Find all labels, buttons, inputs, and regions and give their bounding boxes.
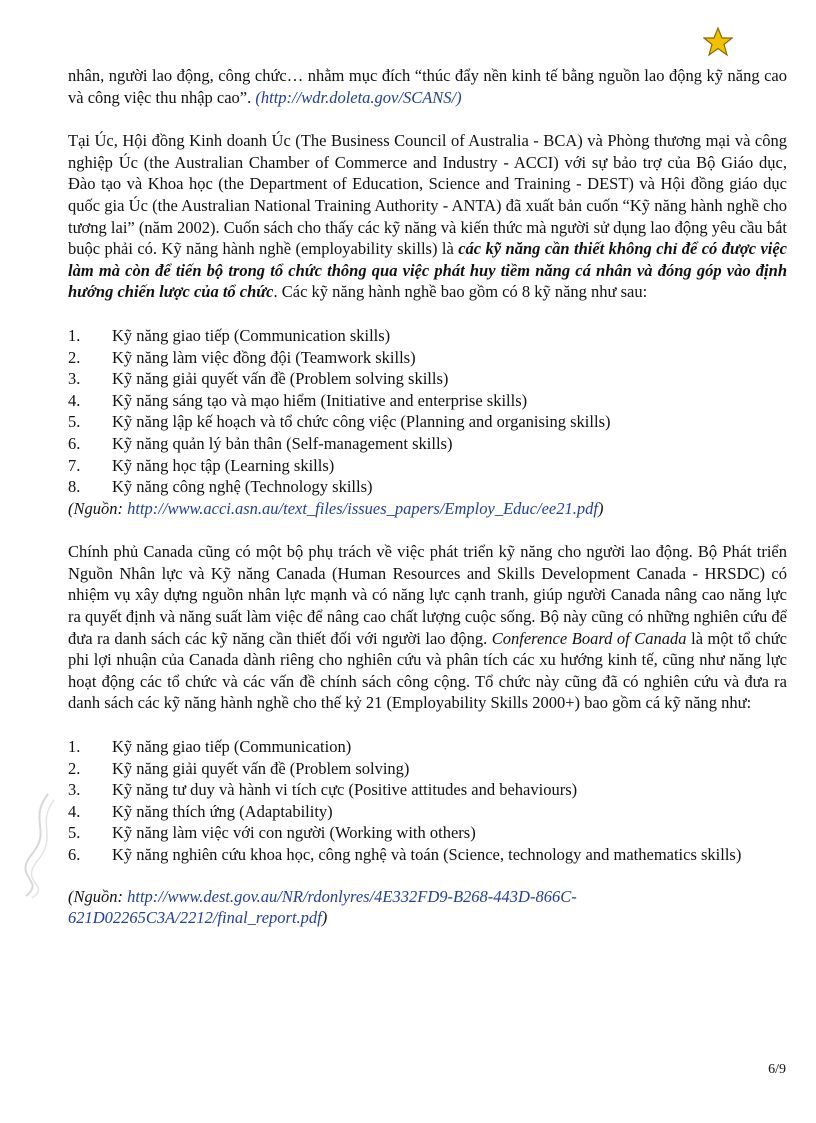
- list-number: 8.: [68, 477, 81, 497]
- intro-text: nhân, người lao động, công chức… nhằm mục đích “thúc đẩy nền kinh tế bằng nguồn lao động kỹ năng cao và công việc thu nhập cao”.: [68, 66, 787, 107]
- list-item: [68, 455, 787, 477]
- list-text: Kỹ năng sáng tạo và mạo hiểm (Initiative and enterprise skills): [112, 390, 528, 410]
- list-number: 5.: [68, 823, 81, 843]
- list-number: 2.: [68, 347, 81, 367]
- list-text: Kỹ năng công nghệ (Technology skills): [112, 477, 373, 497]
- list-text: Kỹ năng lập kế hoạch và tổ chức công việc (Planning and organising skills): [112, 412, 611, 432]
- source-prefix: (Nguồn:: [68, 498, 128, 518]
- list-item: [68, 736, 787, 758]
- list-text: Kỹ năng làm việc với con người (Working with others): [112, 823, 476, 843]
- list-text: Kỹ năng nghiên cứu khoa học, công nghệ và toán (Science, technology and mathematics skills): [112, 845, 742, 864]
- list-item: [68, 390, 787, 412]
- list-item: [68, 476, 787, 498]
- list-text: Kỹ năng giải quyết vấn đề (Problem solving): [112, 758, 410, 778]
- list-number: 7.: [68, 455, 81, 475]
- list-number: 1.: [68, 325, 81, 345]
- list-number: 5.: [68, 412, 81, 432]
- list-item: [68, 325, 787, 347]
- source-suffix: ): [597, 498, 604, 518]
- list-item: [68, 411, 787, 433]
- australia-paragraph: [68, 130, 787, 303]
- list-text: Kỹ năng thích ứng (Adaptability): [112, 801, 333, 821]
- list-number: 6.: [68, 433, 81, 453]
- canada-text-1: Chính phủ Canada cũng có một bộ phụ trách về việc phát triển kỹ năng cho người lao động. Bộ Phát triển Nguồn Nhân lực và Kỹ năng Canada (Human Resources and Skills Development Canada - HRSDC) có nhiệm vụ xây dựng nguồn nhân lực mạnh và có năng lực cạnh tranh, giúp người Canada nâng cao năng lực ra quyết định và năng suất làm việc để nâng cao chất lượng cuộc sống. Bộ này cũng có những nghiên cứu để đưa ra danh sách các kỹ năng cần thiết đối với người lao động.: [68, 542, 787, 648]
- document-body: [68, 65, 787, 929]
- list-item: [68, 368, 787, 390]
- australia-emphasis: các kỹ năng cần thiết không chỉ để có được việc làm mà còn để tiến bộ trong tổ chức thông qua việc phát huy tiềm năng cá nhân và đóng góp vào định hướng chiến lược của tổ chức: [68, 239, 787, 302]
- list-number: 2.: [68, 758, 81, 778]
- list-item: [68, 801, 787, 823]
- source-prefix: (Nguồn:: [68, 886, 128, 906]
- intro-paragraph: [68, 65, 787, 108]
- list-text: Kỹ năng tư duy và hành vi tích cực (Positive attitudes and behaviours): [112, 780, 578, 800]
- list-number: 4.: [68, 801, 81, 821]
- source-link[interactable]: http://www.acci.asn.au/text_files/issues_papers/Employ_Educ/ee21.pdf: [127, 498, 598, 518]
- list-number: 1.: [68, 737, 81, 757]
- list-item: [68, 758, 787, 780]
- list-item: [68, 433, 787, 455]
- canada-paragraph: [68, 541, 787, 714]
- list-number: 4.: [68, 390, 81, 410]
- page-number: 6/9: [768, 1062, 786, 1077]
- list-text: Kỹ năng quản lý bản thân (Self-management skills): [112, 433, 453, 453]
- pencil-scribble-icon: [18, 790, 62, 900]
- list-number: 6.: [68, 845, 81, 864]
- list-number: 3.: [68, 369, 81, 389]
- canada-source: [68, 886, 787, 929]
- canada-text-2: là một tổ chức phi lợi nhuận của Canada dành riêng cho nghiên cứu và phân tích các xu hướng kinh tế, cũng như năng lực hoạt động các tổ chức và các vấn đề chính sách công cộng. Tổ chức này cũng đã có nghiên cứu và đưa ra danh sách các kỹ năng hành nghề cho thế kỷ 21 (Employability Skills 2000+) bao gồm cá kỹ năng như:: [68, 628, 787, 713]
- canada-skill-list: [68, 736, 787, 866]
- list-text: Kỹ năng giao tiếp (Communication): [112, 737, 352, 757]
- australia-text-2: . Các kỹ năng hành nghề bao gồm có 8 kỹ năng như sau:: [273, 282, 648, 302]
- source-link[interactable]: http://www.dest.gov.au/NR/rdonlyres/4E332FD9-B268-443D-866C-621D02265C3A/2212/final_report.pdf: [68, 886, 577, 928]
- australia-text-1: Tại Úc, Hội đồng Kinh doanh Úc (The Business Council of Australia - BCA) và Phòng thương mại và công nghiệp Úc (the Australian Chamber of Commerce and Industry - ACCI) với sự bảo trợ của Bộ Giáo dục, Đào tạo và Khoa học (the Department of Education, Science and Training - DEST) và Hội đồng giáo dục quốc gia Úc (the Australian National Training Authority - ANTA) đã xuất bản cuốn “Kỹ năng hành nghề cho tương lai” (năm 2002). Cuốn sách cho thấy các kỹ năng và kiến thức mà người sử dụng lao động yêu cầu bắt buộc phải có. Kỹ năng hành nghề (employability skills) là: [68, 131, 787, 259]
- list-item: [68, 347, 787, 369]
- list-item: [68, 779, 787, 801]
- list-text: Kỹ năng giao tiếp (Communication skills): [112, 325, 391, 345]
- list-text: Kỹ năng học tập (Learning skills): [112, 455, 335, 475]
- list-text: Kỹ năng làm việc đồng đội (Teamwork skills): [112, 347, 416, 367]
- star-icon: [703, 27, 733, 57]
- australia-source: [68, 498, 787, 520]
- list-text: Kỹ năng giải quyết vấn đề (Problem solving skills): [112, 369, 449, 389]
- intro-link[interactable]: (http://wdr.doleta.gov/SCANS/): [255, 87, 462, 107]
- canada-org-name: Conference Board of Canada: [491, 628, 687, 648]
- list-number: 3.: [68, 780, 81, 800]
- source-suffix: ): [321, 908, 328, 928]
- list-item: [68, 844, 787, 866]
- australia-skill-list: [68, 325, 787, 498]
- list-item: [68, 822, 787, 844]
